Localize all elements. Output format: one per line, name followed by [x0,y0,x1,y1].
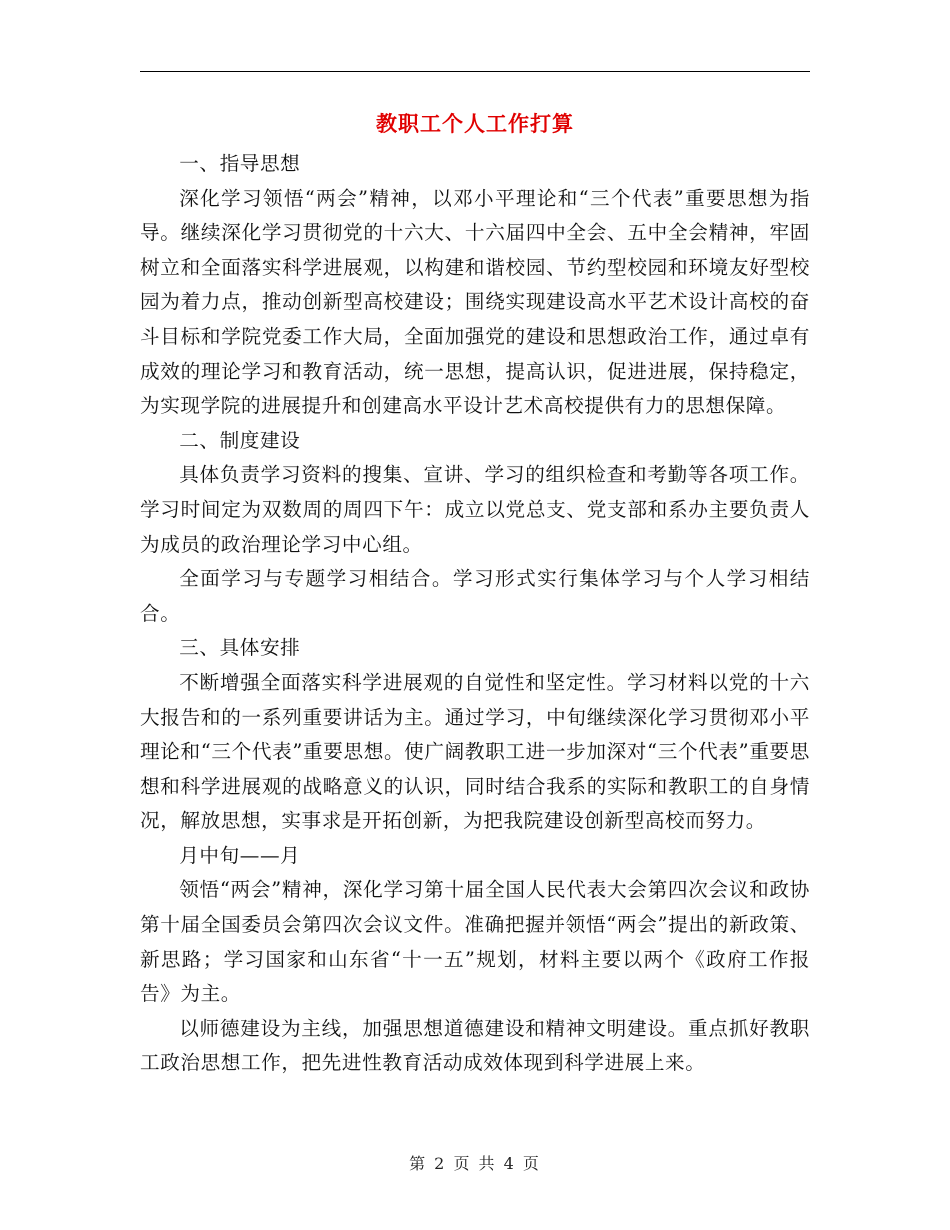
page-number-footer: 第 2 页 共 4 页 [409,1154,541,1173]
paragraph-study-format: 全面学习与专题学习相结合。学习形式实行集体学习与个人学习相结合。 [140,567,810,625]
document-body [140,147,810,1081]
paragraph-specific-arrangements: 不断增强全面落实科学进展观的自觉性和坚定性。学习材料以党的十六大报告和的一系列重要讲话为主。通过学习，中旬继续深化学习贯彻邓小平理论和“三个代表”重要思想。使广阔教职工进一步加深对“三个代表”重要思想和科学进展观的战略意义的认识，同时结合我系的实际和教职工的自身情况，解放思想，实事求是开拓创新，为把我院建设创新型高校而努力。 [140,670,810,833]
document-title: 教职工个人工作打算 [376,111,574,136]
paragraph-ethics-building: 以师德建设为主线，加强思想道德建设和精神文明建设。重点抓好教职工政治思想工作，把先进性教育活动成效体现到科学进展上来。 [140,1016,810,1075]
section-heading-guiding-thought: 一、指导思想 [179,152,301,175]
paragraph-guiding-thought: 深化学习领悟“两会”精神，以邓小平理论和“三个代表”重要思想为指导。继续深化学习贯彻党的十六大、十六届四中全会、五中全会精神，牢固树立和全面落实科学进展观，以构建和谐校园、节约型校园和环境友好型校园为着力点，推动创新型高校建设；围绕实现建设高水平艺术设计高校的奋斗目标和学院党委工作大局，全面加强党的建设和思想政治工作，通过卓有成效的理论学习和教育活动，统一思想，提高认识，促进进展，保持稳定，为实现学院的进展提升和创建高水平设计艺术高校提供有力的思想保障。 [140,186,810,418]
section-heading-system-building: 二、制度建设 [179,428,301,452]
schedule-period-label: 月中旬——月 [179,843,301,867]
paragraph-two-sessions: 领悟“两会”精神，深化学习第十届全国人民代表大会第四次会议和政协第十届全国委员会第四次会议文件。准确把握并领悟“两会”提出的新政策、新思路；学习国家和山东省“十一五”规划，材料主要以两个《政府工作报告》为主。 [140,878,810,1006]
section-heading-specific-arrangements: 三、具体安排 [179,636,301,660]
paragraph-system-building: 具体负责学习资料的搜集、宣讲、学习的组织检查和考勤等各项工作。学习时间定为双数周的周四下午：成立以党总支、党支部和系办主要负责人为成员的政治理论学习中心组。 [140,463,810,556]
header-rule [140,71,810,72]
